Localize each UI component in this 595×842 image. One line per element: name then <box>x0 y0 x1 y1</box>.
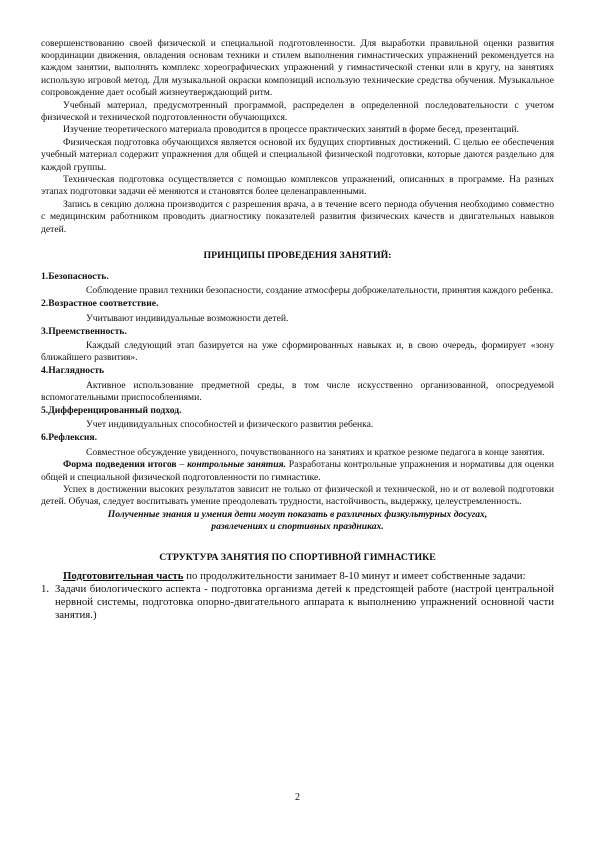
success-paragraph: Успех в достижении высоких результатов зависит не только от физической и технической, но и от волевой подготовки детей. Обучая, следует воспитывать умение преодолевать трудности, настойчивость, выдержку, целеустремленность. <box>41 484 554 508</box>
principle-title: 2.Возрастное соответствие. <box>41 298 159 310</box>
form-italic: контрольные занятия. <box>187 459 286 471</box>
principle-text: Учитывают индивидуальные возможности детей. <box>86 312 289 324</box>
list-item <box>41 583 554 622</box>
form-rest: Разработаны контрольные упражнения и нормативы для оценки общей и специальной физической подготовленности по гимнастике. <box>41 459 554 483</box>
form-label: Форма подведения итогов <box>63 459 177 471</box>
paragraph: Изучение теоретического материала проводится в процессе практических занятий в форме бесед, презентаций. <box>63 124 519 136</box>
summary-form-paragraph <box>41 459 554 483</box>
structure-heading: СТРУКТУРА ЗАНЯТИЯ ПО СПОРТИВНОЙ ГИМНАСТИКЕ <box>159 551 436 563</box>
paragraph: совершенствованию своей физической и специальной подготовленности. Для выработки правильной оценки развития координации движения, овладения основам техники и стилем выполнения гимнастических упражнений рекомендуется на каждом занятии, выполнять комплекс хореографических упражнений у гимнастической стенки или в кругу, на занятиях использую игровой метод. Для музыкальной окраски композиций использую технические средства обучения. Музыкальное сопровождение дает особый жизнеутверждающий ритм. <box>41 38 554 98</box>
principle-item <box>41 432 554 458</box>
principle-title: 3.Преемственность. <box>41 325 127 337</box>
principle-text: Каждый следующий этап базируется на уже сформированных навыках и, в свою очередь, формирует «зону ближайшего развития». <box>41 339 554 364</box>
principle-text: Соблюдение правил техники безопасности, создание атмосферы доброжелательности, принятия каждого ребенка. <box>86 285 554 297</box>
principle-item <box>41 365 554 404</box>
principle-text: Совместное обсуждение увиденного, почувствованного на занятиях и краткое резюме педагога в конце занятия. <box>86 446 545 458</box>
principle-title: 6.Рефлексия. <box>41 432 98 444</box>
paragraph: Учебный материал, предусмотренный программой, распределен в определенной последовательности с учетом физической и технической подготовленности обучающихся. <box>41 99 554 123</box>
prep-label: Подготовительная часть <box>63 569 184 582</box>
principle-text: Активное использование предметной среды, в том числе искусственно организованной, опосредуемой вспомогательными приспособлениями. <box>41 379 554 403</box>
document-page <box>41 38 554 622</box>
principle-title: 1.Безопасность. <box>41 270 109 282</box>
prep-rest: по продолжительности занимает 8-10 минут и имеет собственные задачи: <box>183 569 526 582</box>
italic-note-line: Полученные знания и умения дети могут показать в различных физкультурных досугах, <box>107 509 488 521</box>
task-list <box>41 583 554 622</box>
paragraph: Запись в секцию должна производится с разрешения врача, а в течение всего периода обучения необходимо совместно с медицинским работником проводить диагностику показателей развития физических качеств и двигательных навыков детей. <box>41 199 554 235</box>
principle-item <box>41 271 554 297</box>
list-text: Задачи биологического аспекта - подготовка организма детей к предстоящей работе (настрой центральной нервной системы, подготовка опорно-двигательного аппарата к выполнению упражнений основной части занятия.) <box>55 583 554 622</box>
principle-item <box>41 298 554 324</box>
list-number: 1. <box>41 583 50 596</box>
principles-heading: ПРИНЦИПЫ ПРОВЕДЕНИЯ ЗАНЯТИЙ: <box>203 249 392 261</box>
page-number: 2 <box>295 792 300 803</box>
prep-paragraph <box>41 570 554 583</box>
paragraph: Физическая подготовка обучающихся является основой их будущих спортивных достижений. С целью ее обеспечения учебный материал содержит упражнения для общей и специальной физической подготовки, которые даются раздельно для каждой группы. <box>41 137 554 173</box>
principle-title: 5.Дифференцированный подход. <box>41 404 182 416</box>
form-dash: – <box>176 459 188 471</box>
principle-title: 4.Наглядность <box>41 365 105 377</box>
italic-note-line: развлечениях и спортивных праздниках. <box>211 521 384 533</box>
principle-item <box>41 405 554 431</box>
principle-item <box>41 326 554 365</box>
principle-text: Учет индивидуальных способностей и физического развития ребенка. <box>86 419 374 431</box>
paragraph: Техническая подготовка осуществляется с помощью комплексов упражнений, описанных в программе. На разных этапах подготовки задачи её меняются и становятся более целенаправленными. <box>41 174 554 198</box>
